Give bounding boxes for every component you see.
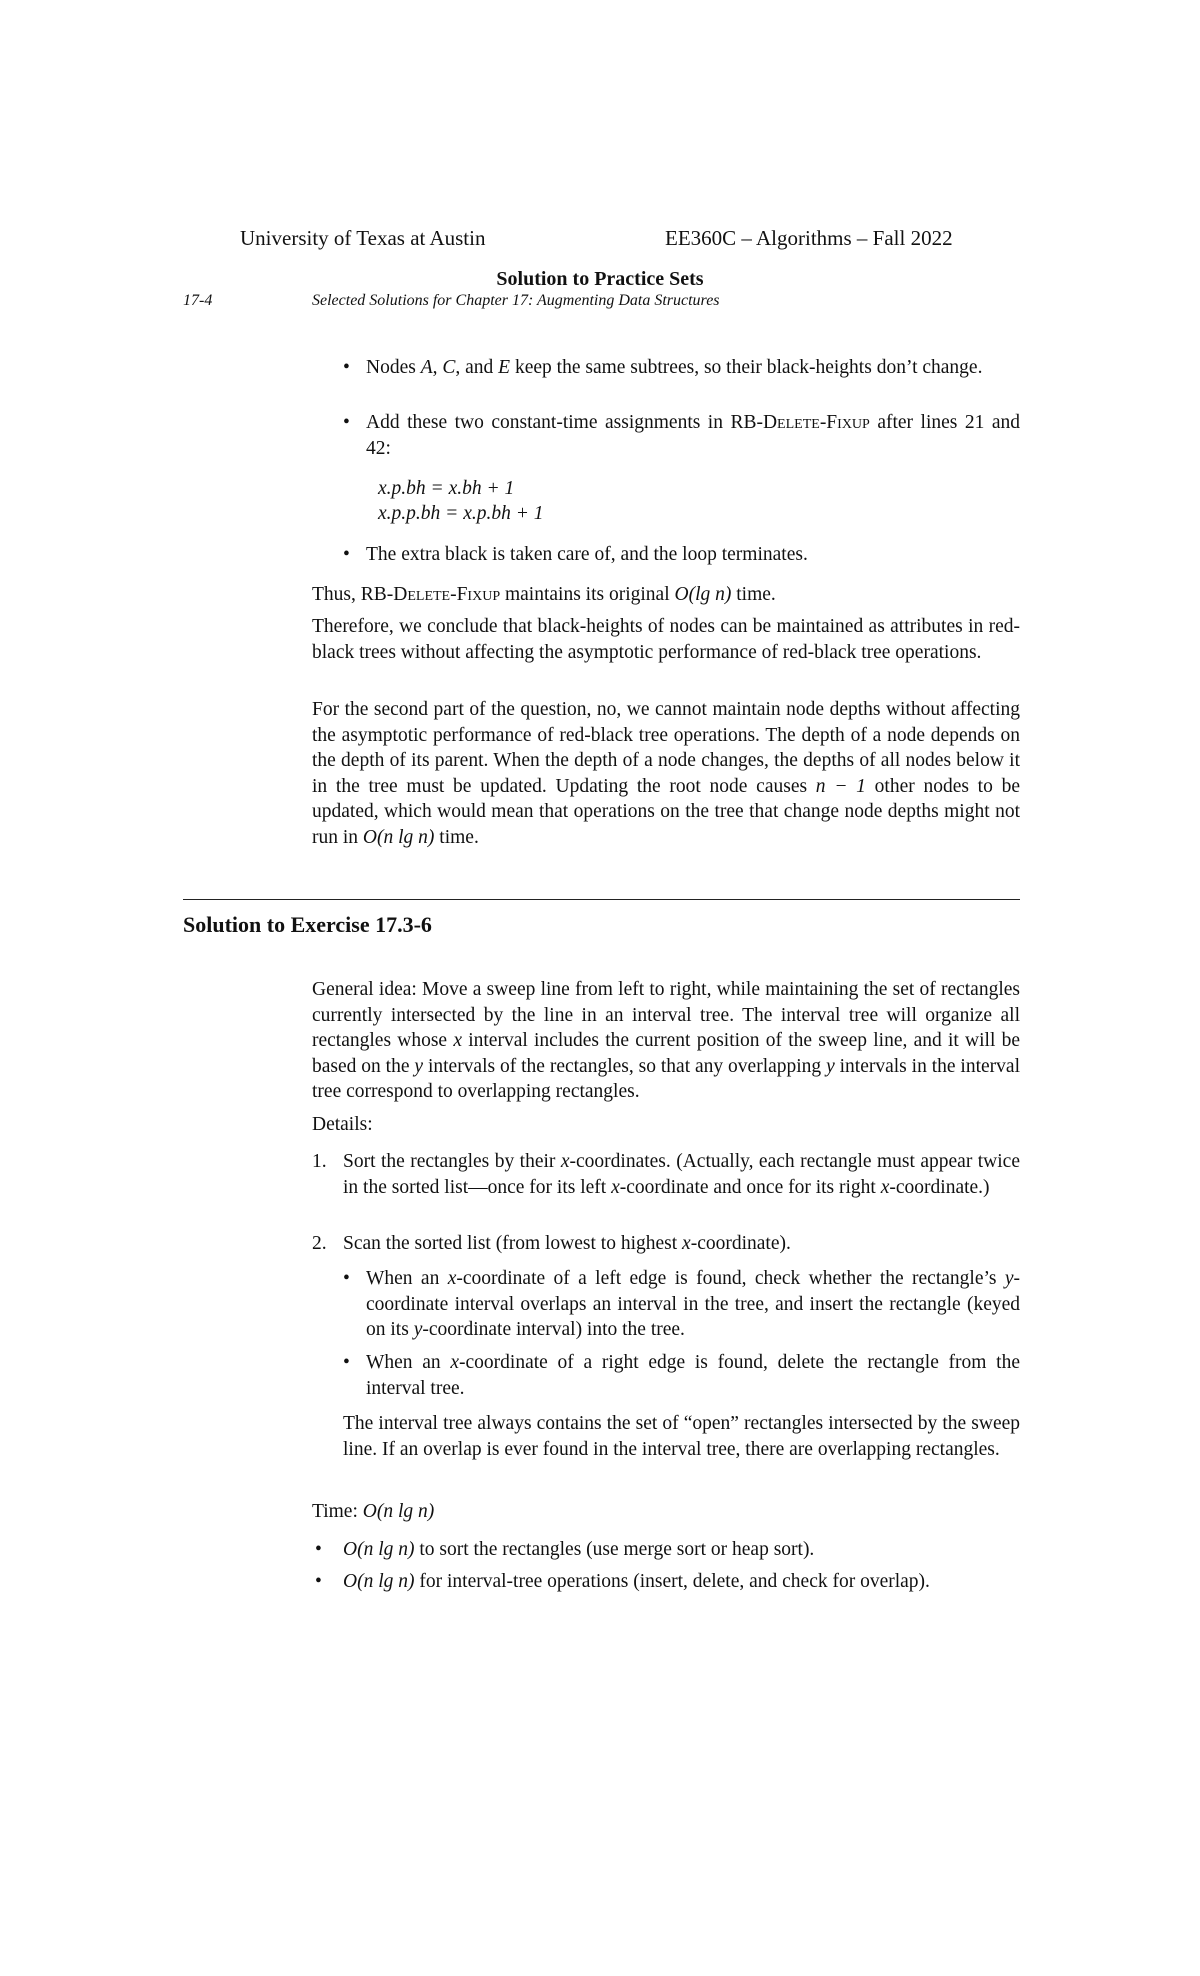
list-item-sort: Sort the rectangles by their x-coordinates. (Actually, each rectangle must appear twice in the sorted list—once for its left x-coordinate and once for its right x-coordinate.) (343, 1151, 1020, 1198)
section-heading: Solution to Exercise 17.3-6 (183, 912, 432, 937)
bullet-icon: • (315, 1571, 322, 1592)
document-title: Solution to Practice Sets (496, 268, 704, 290)
bullet-add-assignments: Add these two constant-time assignments in RB-Delete-Fixup after lines 21 and 42: (366, 412, 1020, 459)
bullet-icon: • (343, 1352, 350, 1373)
course-name: EE360C – Algorithms – Fall 2022 (665, 226, 953, 250)
bullet-extra-black: The extra black is taken care of, and the loop terminates. (366, 544, 808, 565)
running-title: Selected Solutions for Chapter 17: Augmenting Data Structures (312, 292, 720, 309)
paragraph-general-idea: General idea: Move a sweep line from left to right, while maintaining the set of rectangles currently intersected by the line in an interval tree. The interval tree will organize all rectangles whose x interval includes the current position of the sweep line, and it will be based on the y intervals of the rectangles, so that any overlapping y intervals in the interval tree correspond to overlapping rectangles. (312, 979, 1020, 1102)
page-number: 17-4 (183, 292, 213, 309)
paragraph-second-part: For the second part of the question, no, we cannot maintain node depths without affecting the asymptotic performance of red-black tree operations. The depth of a node depends on the depth of its parent. When the depth of a node changes, the depths of all nodes below it in the tree must be updated. Updating the root node causes n − 1 other nodes to be updated, which would mean that operations on the tree that change node depths might not run in O(n lg n) time. (312, 699, 1020, 848)
list-number: 2. (312, 1233, 327, 1254)
bullet-icon: • (343, 1268, 350, 1289)
time-bullet-sort: O(n lg n) to sort the rectangles (use merge sort or heap sort). (343, 1539, 815, 1560)
thus-sentence: Thus, RB-Delete-Fixup maintains its original O(lg n) time. (312, 584, 776, 605)
section-divider (183, 899, 1020, 900)
equation-line-2: x.p.p.bh = x.p.bh + 1 (378, 503, 544, 524)
bullet-icon: • (343, 544, 350, 565)
paragraph-therefore: Therefore, we conclude that black-heights of nodes can be maintained as attributes in red-black trees without affecting the asymptotic performance of red-black tree operations. (312, 616, 1020, 663)
bullet-icon: • (343, 412, 350, 433)
bullet-icon: • (315, 1539, 322, 1560)
bullet-icon: • (343, 357, 350, 378)
university-name: University of Texas at Austin (240, 226, 486, 250)
list-item-scan: Scan the sorted list (from lowest to highest x-coordinate). (343, 1233, 791, 1254)
equation-line-1: x.p.bh = x.bh + 1 (378, 478, 515, 499)
sub-bullet-right-edge: When an x-coordinate of a right edge is found, delete the rectangle from the interval tree. (366, 1352, 1020, 1399)
details-label: Details: (312, 1114, 373, 1135)
time-line: Time: O(n lg n) (312, 1501, 435, 1522)
sub-bullet-left-edge: When an x-coordinate of a left edge is found, check whether the rectangle’s y-coordinate interval overlaps an interval in the tree, and insert the rectangle (keyed on its y-coordinate interval) into the tree. (366, 1268, 1021, 1340)
list-number: 1. (312, 1151, 327, 1172)
time-bullet-interval-tree: O(n lg n) for interval-tree operations (insert, delete, and check for overlap). (343, 1571, 930, 1592)
bullet-nodes-subtrees: Nodes A, C, and E keep the same subtrees, so their black-heights don’t change. (366, 357, 983, 378)
paragraph-interval-tree: The interval tree always contains the set of “open” rectangles intersected by the sweep line. If an overlap is ever found in the interval tree, there are overlapping rectangles. (343, 1413, 1020, 1460)
